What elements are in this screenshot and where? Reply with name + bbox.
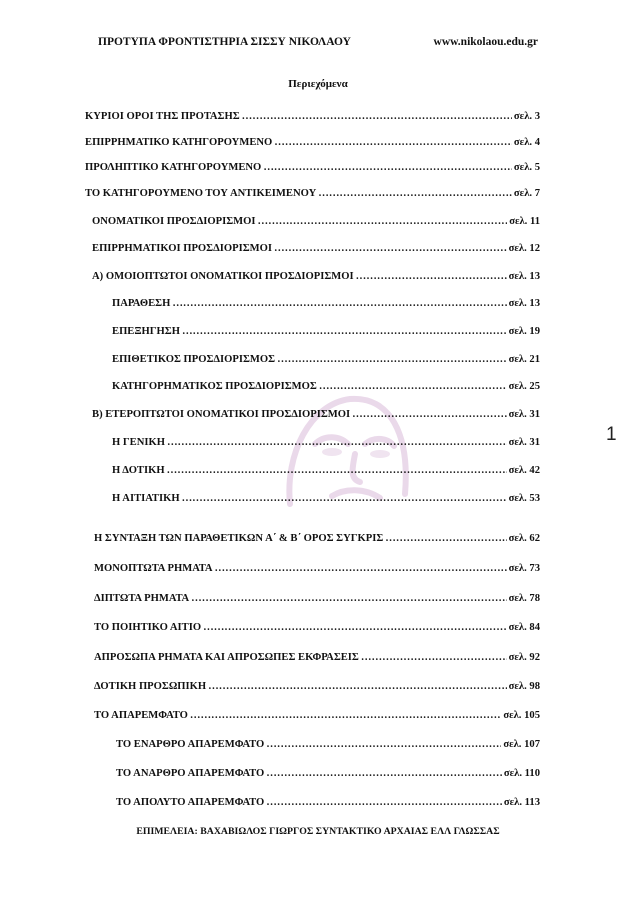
- toc-leader-dots: [208, 681, 506, 692]
- toc-leader-dots: [266, 739, 501, 750]
- toc-leader-dots: [266, 768, 502, 779]
- toc-entry-title: ΕΠΙΘΕΤΙΚΟΣ ΠΡΟΣΔΙΟΡΙΣΜΟΣ: [112, 354, 276, 365]
- toc-leader-dots: [356, 271, 507, 282]
- toc-entry-page: σελ. 21: [508, 354, 540, 365]
- toc-leader-dots: [258, 216, 508, 227]
- toc-entry[interactable]: [116, 739, 540, 753]
- toc-leader-dots: [242, 111, 512, 122]
- toc-entry[interactable]: [112, 298, 540, 312]
- toc-leader-dots: [182, 493, 507, 504]
- toc-entry[interactable]: [85, 188, 540, 202]
- toc-entry-title: Η ΓΕΝΙΚΗ: [112, 437, 165, 448]
- toc-entry-page: σελ. 113: [503, 797, 540, 808]
- toc-entry-title: Η ΔΟΤΙΚΗ: [112, 465, 165, 476]
- toc-entry[interactable]: [94, 681, 540, 695]
- toc-entry-title: ΔΙΠΤΩΤΑ ΡΗΜΑΤΑ: [94, 593, 190, 604]
- toc-leader-dots: [191, 593, 506, 604]
- toc-entry-title: ΕΠΙΡΡΗΜΑΤΙΚΟ ΚΑΤΗΓΟΡΟΥΜΕΝΟ: [85, 137, 273, 148]
- toc-entry-title: ΚΑΤΗΓΟΡΗΜΑΤΙΚΟΣ ΠΡΟΣΔΙΟΡΙΣΜΟΣ: [112, 381, 317, 392]
- toc-entry-page: σελ. 12: [508, 243, 540, 254]
- toc-entry-title: ΕΠΙΡΡΗΜΑΤΙΚΟΙ ΠΡΟΣΔΙΟΡΙΣΜΟΙ: [92, 243, 272, 254]
- toc-leader-dots: [361, 652, 507, 663]
- toc-leader-dots: [352, 409, 506, 420]
- header-website: www.nikolaou.edu.gr: [433, 36, 538, 48]
- toc-entry-page: σελ. 42: [508, 465, 540, 476]
- toc-entry[interactable]: [112, 326, 540, 340]
- toc-entry-page: σελ. 53: [508, 493, 540, 504]
- toc-entry[interactable]: [92, 216, 540, 230]
- toc-leader-dots: [215, 563, 507, 574]
- toc-entry-title: ΟΝΟΜΑΤΙΚΟΙ ΠΡΟΣΔΙΟΡΙΣΜΟΙ: [92, 216, 256, 227]
- toc-entry[interactable]: [94, 652, 540, 666]
- toc-entry[interactable]: [94, 622, 540, 636]
- toc-entry-title: ΔΟΤΙΚΗ ΠΡΟΣΩΠΙΚΗ: [94, 681, 207, 692]
- page-number: 1: [606, 424, 617, 445]
- toc-leader-dots: [277, 354, 507, 365]
- toc-leader-dots: [167, 437, 507, 448]
- toc-entry[interactable]: [85, 137, 540, 151]
- toc-leader-dots: [182, 326, 507, 337]
- toc-entry[interactable]: [116, 797, 540, 811]
- toc-entry-page: σελ. 73: [508, 563, 540, 574]
- toc-leader-dots: [385, 533, 506, 544]
- toc-entry-page: σελ. 7: [513, 188, 540, 199]
- toc-entry[interactable]: [112, 465, 540, 479]
- toc-entry-title: ΤΟ ΑΝΑΡΘΡΟ ΑΠΑΡΕΜΦΑΤΟ: [116, 768, 265, 779]
- toc-entry[interactable]: [85, 162, 540, 176]
- toc-leader-dots: [274, 243, 507, 254]
- toc-leader-dots: [203, 622, 507, 633]
- toc-title: Περιεχόμενα: [288, 78, 348, 90]
- toc-entry-page: σελ. 110: [503, 768, 540, 779]
- toc-entry-title: ΤΟ ΚΑΤΗΓΟΡΟΥΜΕΝΟ ΤΟΥ ΑΝΤΙΚΕΙΜΕΝΟΥ: [85, 188, 317, 199]
- toc-entry-title: ΕΠΕΞΗΓΗΣΗ: [112, 326, 180, 337]
- toc-entry-page: σελ. 4: [513, 137, 540, 148]
- toc-leader-dots: [274, 137, 512, 148]
- toc-entry-page: σελ. 78: [508, 593, 540, 604]
- toc-entry-title: Β) ΕΤΕΡΟΠΤΩΤΟΙ ΟΝΟΜΑΤΙΚΟΙ ΠΡΟΣΔΙΟΡΙΣΜΟΙ: [92, 409, 351, 420]
- toc-entry-page: σελ. 19: [508, 326, 540, 337]
- page-footer: ΕΠΙΜΕΛΕΙΑ: ΒΑΧΑΒΙΩΛΟΣ ΓΙΩΡΓΟΣ ΣΥΝΤΑΚΤΙΚΟ ΑΡΧΑΙΑΣ ΕΛΛ ΓΛΩΣΣΑΣ: [136, 826, 500, 837]
- toc-entry[interactable]: [94, 533, 540, 547]
- toc-entry-page: σελ. 107: [503, 739, 540, 750]
- toc-entry-title: Η ΑΙΤΙΑΤΙΚΗ: [112, 493, 180, 504]
- toc-entry-title: Η ΣΥΝΤΑΞΗ ΤΩΝ ΠΑΡΑΘΕΤΙΚΩΝ Α΄ & Β΄ ΟΡΟΣ ΣΥΓΚΡΙΣ: [94, 533, 384, 544]
- toc-entry[interactable]: [112, 354, 540, 368]
- toc-entry-page: σελ. 11: [509, 216, 540, 227]
- toc-entry-title: ΤΟ ΑΠΟΛΥΤΟ ΑΠΑΡΕΜΦΑΤΟ: [116, 797, 265, 808]
- toc-entry-page: σελ. 25: [508, 381, 540, 392]
- toc-entry-title: ΤΟ ΑΠΑΡΕΜΦΑΤΟ: [94, 710, 188, 721]
- toc-leader-dots: [318, 188, 512, 199]
- toc-entry[interactable]: [94, 593, 540, 607]
- toc-entry[interactable]: [116, 768, 540, 782]
- toc-entry-page: σελ. 98: [508, 681, 540, 692]
- toc-entry-page: σελ. 31: [508, 409, 540, 420]
- toc-leader-dots: [319, 381, 507, 392]
- toc-leader-dots: [167, 465, 507, 476]
- toc-entry-page: σελ. 105: [503, 710, 540, 721]
- toc-entry[interactable]: [112, 493, 540, 507]
- toc-entry-page: σελ. 62: [508, 533, 540, 544]
- toc-entry-title: Α) ΟΜΟΙΟΠΤΩΤΟΙ ΟΝΟΜΑΤΙΚΟΙ ΠΡΟΣΔΙΟΡΙΣΜΟΙ: [92, 271, 354, 282]
- toc-entry[interactable]: [112, 437, 540, 451]
- toc-entry-title: ΠΡΟΛΗΠΤΙΚΟ ΚΑΤΗΓΟΡΟΥΜΕΝΟ: [85, 162, 262, 173]
- toc-entry-title: ΜΟΝΟΠΤΩΤΑ ΡΗΜΑΤΑ: [94, 563, 213, 574]
- toc-entry-page: σελ. 84: [508, 622, 540, 633]
- toc-leader-dots: [266, 797, 502, 808]
- toc-entry[interactable]: [92, 271, 540, 285]
- toc-entry-page: σελ. 3: [513, 111, 540, 122]
- toc-leader-dots: [190, 710, 501, 721]
- toc-entry[interactable]: [94, 710, 540, 724]
- toc-entry[interactable]: [112, 381, 540, 395]
- toc-entry-page: σελ. 13: [508, 298, 540, 309]
- toc-entry-page: σελ. 5: [513, 162, 540, 173]
- toc-entry[interactable]: [85, 111, 540, 125]
- toc-entry-page: σελ. 13: [508, 271, 540, 282]
- toc-entry-title: ΑΠΡΟΣΩΠΑ ΡΗΜΑΤΑ ΚΑΙ ΑΠΡΟΣΩΠΕΣ ΕΚΦΡΑΣΕΙΣ: [94, 652, 359, 663]
- toc-leader-dots: [263, 162, 512, 173]
- toc-entry-title: ΠΑΡΑΘΕΣΗ: [112, 298, 171, 309]
- toc-entry-title: ΤΟ ΠΟΙΗΤΙΚΟ ΑΙΤΙΟ: [94, 622, 202, 633]
- toc-entry-page: σελ. 31: [508, 437, 540, 448]
- toc-entry[interactable]: [94, 563, 540, 577]
- toc-leader-dots: [172, 298, 506, 309]
- toc-entry[interactable]: [92, 409, 540, 423]
- toc-entry[interactable]: [92, 243, 540, 257]
- header-school-name: ΠΡΟΤΥΠΑ ΦΡΟΝΤΙΣΤΗΡΙΑ ΣΙΣΣΥ ΝΙΚΟΛΑΟΥ: [98, 36, 351, 48]
- toc-entry-title: ΤΟ ΕΝΑΡΘΡΟ ΑΠΑΡΕΜΦΑΤΟ: [116, 739, 265, 750]
- toc-entry-page: σελ. 92: [508, 652, 540, 663]
- toc-entry-title: ΚΥΡΙΟΙ ΟΡΟΙ ΤΗΣ ΠΡΟΤΑΣΗΣ: [85, 111, 240, 122]
